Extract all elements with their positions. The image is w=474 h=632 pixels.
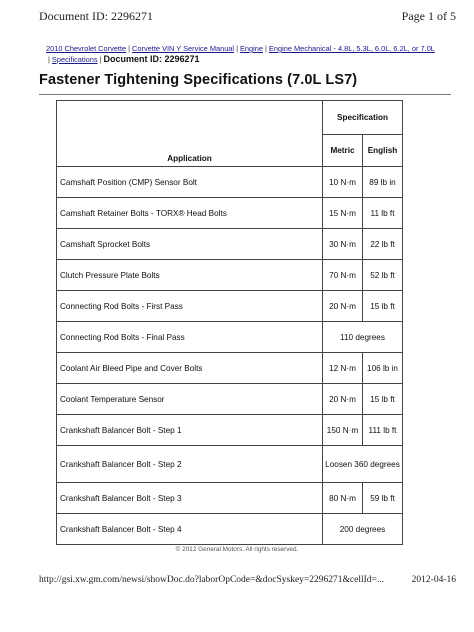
metric-value-cell: 20 N·m [323,384,363,415]
print-date: 2012-04-16 [411,575,456,585]
table-row [57,415,403,446]
combined-spec-cell: Loosen 360 degrees [323,446,403,483]
application-cell: Crankshaft Balancer Bolt - Step 4 [57,514,323,545]
breadcrumb-item-specifications[interactable]: Specifications [51,55,98,64]
metric-value-cell: 80 N·m [323,483,363,514]
application-cell: Camshaft Sprocket Bolts [57,229,323,260]
copyright-notice: © 2012 General Motors. All rights reserved. [175,546,299,553]
table-row [57,483,403,514]
source-url: http://gsi.xw.gm.com/newsi/showDoc.do?laborOpCode=&docSyskey=2296271&cellId=... [39,575,385,585]
title-divider [39,94,451,95]
breadcrumb-item-manual[interactable]: Corvette VIN Y Service Manual [132,44,235,53]
table-header-row [57,101,403,135]
breadcrumb-item-engine[interactable]: Engine [239,44,263,53]
application-cell: Crankshaft Balancer Bolt - Step 3 [57,483,323,514]
table-row [57,446,403,483]
table-row [57,260,403,291]
breadcrumb-separator: | [128,44,131,53]
application-cell: Connecting Rod Bolts - First Pass [57,291,323,322]
breadcrumb-item-engine-mechanical[interactable]: Engine Mechanical - 4.8L, 5.3L, 6.0L, 6.2L, or 7.0L [268,44,435,53]
column-header-specification: Specification [323,101,403,135]
fastener-spec-table [56,100,403,545]
column-header-application: Application [57,101,323,167]
metric-value-cell: 150 N·m [323,415,363,446]
application-cell: Clutch Pressure Plate Bolts [57,260,323,291]
breadcrumb-document-id: Document ID: 2296271 [103,54,200,64]
metric-value-cell: 30 N·m [323,229,363,260]
application-cell: Crankshaft Balancer Bolt - Step 1 [57,415,323,446]
table-row [57,291,403,322]
english-value-cell: 22 lb ft [363,229,403,260]
table-row [57,514,403,545]
english-value-cell: 59 lb ft [363,483,403,514]
metric-value-cell: 10 N·m [323,167,363,198]
metric-value-cell: 20 N·m [323,291,363,322]
metric-value-cell: 15 N·m [323,198,363,229]
english-value-cell: 89 lb in [363,167,403,198]
english-value-cell: 106 lb in [363,353,403,384]
english-value-cell: 52 lb ft [363,260,403,291]
metric-value-cell: 12 N·m [323,353,363,384]
application-cell: Crankshaft Balancer Bolt - Step 2 [57,446,323,483]
application-cell: Camshaft Retainer Bolts - TORX® Head Bolts [57,198,323,229]
application-cell: Connecting Rod Bolts - Final Pass [57,322,323,353]
breadcrumb-separator: | [265,44,267,53]
combined-spec-cell: 110 degrees [323,322,403,353]
table-body [57,167,403,545]
page-title: Fastener Tightening Specifications (7.0L LS7) [39,72,358,88]
application-cell: Coolant Temperature Sensor [57,384,323,415]
table-row [57,198,403,229]
column-header-english: English [363,135,403,167]
table-row [57,167,403,198]
table-row [57,384,403,415]
page-indicator: Page 1 of 5 [401,9,456,23]
breadcrumb [46,44,451,65]
column-header-metric: Metric [323,135,363,167]
document-id-header: Document ID: 2296271 [39,9,153,23]
english-value-cell: 11 lb ft [363,198,403,229]
english-value-cell: 111 lb ft [363,415,403,446]
english-value-cell: 15 lb ft [363,291,403,322]
metric-value-cell: 70 N·m [323,260,363,291]
table-row [57,353,403,384]
breadcrumb-separator: | [236,44,238,53]
breadcrumb-separator: | [48,55,50,64]
english-value-cell: 15 lb ft [363,384,403,415]
breadcrumb-item-model[interactable]: 2010 Chevrolet Corvette [46,44,127,53]
application-cell: Coolant Air Bleed Pipe and Cover Bolts [57,353,323,384]
breadcrumb-separator: | [99,55,102,64]
table-row [57,229,403,260]
application-cell: Camshaft Position (CMP) Sensor Bolt [57,167,323,198]
combined-spec-cell: 200 degrees [323,514,403,545]
table-row [57,322,403,353]
